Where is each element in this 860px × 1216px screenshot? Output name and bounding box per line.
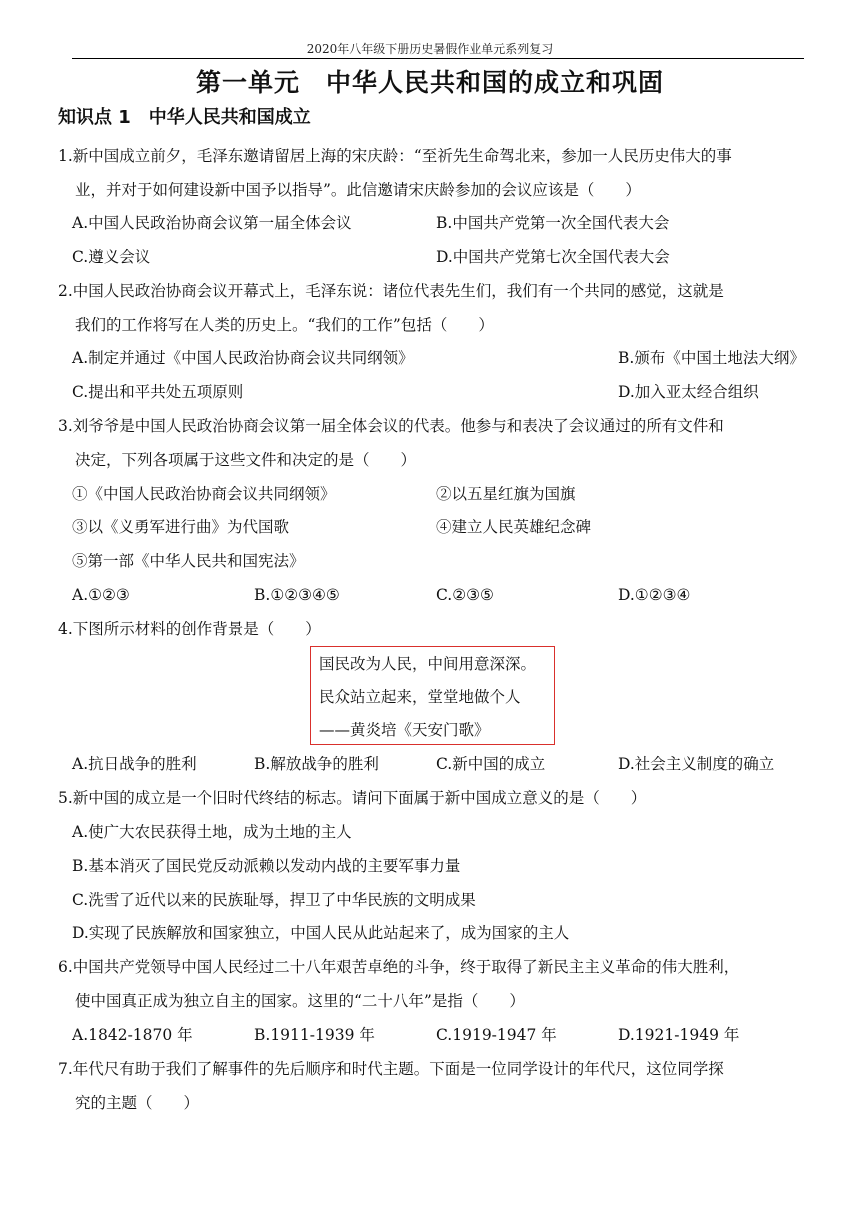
q1-option-b: B.中国共产党第一次全国代表大会 xyxy=(436,214,670,232)
q3-item-2: ②以五星红旗为国旗 xyxy=(436,485,576,503)
q1-stem-line1: 1.新中国成立前夕，毛泽东邀请留居上海的宋庆龄：“至祈先生命驾北来，参加一人民历史伟大的事 xyxy=(58,147,732,165)
q6-option-b: B.1911-1939 年 xyxy=(254,1026,375,1044)
q1-stem-line2: 业，并对于如何建设新中国予以指导”。此信邀请宋庆龄参加的会议应该是（ ） xyxy=(75,181,641,199)
poem-line-1: 国民改为人民，中间用意深深。 xyxy=(319,655,537,673)
q3-item-4: ④建立人民英雄纪念碑 xyxy=(436,518,592,536)
q3-stem-line1: 3.刘爷爷是中国人民政治协商会议第一届全体会议的代表。他参与和表决了会议通过的所有文件和 xyxy=(58,417,724,435)
q6-option-d: D.1921-1949 年 xyxy=(618,1026,740,1044)
q1-option-c: C.遵义会议 xyxy=(72,248,151,266)
q3-item-5: ⑤第一部《中华人民共和国宪法》 xyxy=(72,552,305,570)
q4-option-b: B.解放战争的胜利 xyxy=(254,755,379,773)
q5-option-a: A.使广大农民获得土地，成为土地的主人 xyxy=(72,823,352,841)
page-header: 2020年八年级下册历史暑假作业单元系列复习 xyxy=(306,42,554,56)
q4-option-c: C.新中国的成立 xyxy=(436,755,546,773)
q4-option-d: D.社会主义制度的确立 xyxy=(618,755,775,773)
q1-option-d: D.中国共产党第七次全国代表大会 xyxy=(436,248,670,266)
q6-stem-line2: 使中国真正成为独立自主的国家。这里的“二十八年”是指（ ） xyxy=(75,992,525,1010)
poem-box xyxy=(310,646,555,745)
q3-option-c: C.②③⑤ xyxy=(436,586,494,604)
q5-option-b: B.基本消灭了国民党反动派赖以发动内战的主要军事力量 xyxy=(72,857,461,875)
section-heading: 知识点 1 中华人民共和国成立 xyxy=(58,107,311,128)
q7-stem-line1: 7.年代尺有助于我们了解事件的先后顺序和时代主题。下面是一位同学设计的年代尺，这位同学探 xyxy=(58,1060,724,1078)
q2-stem-line1: 2.中国人民政治协商会议开幕式上，毛泽东说：诸位代表先生们，我们有一个共同的感觉，这就是 xyxy=(58,282,724,300)
q5-option-c: C.洗雪了近代以来的民族耻辱，捍卫了中华民族的文明成果 xyxy=(72,891,476,909)
header-divider xyxy=(72,58,804,59)
q2-stem-line2: 我们的工作将写在人类的历史上。“我们的工作”包括（ ） xyxy=(75,316,494,334)
q7-stem-line2: 究的主题（ ） xyxy=(75,1094,200,1112)
poem-line-2: 民众站立起来，堂堂地做个人 xyxy=(319,688,521,706)
q3-item-3: ③以《义勇军进行曲》为代国歌 xyxy=(72,518,290,536)
q6-stem-line1: 6.中国共产党领导中国人民经过二十八年艰苦卓绝的斗争，终于取得了新民主主义革命的伟大胜利， xyxy=(58,958,740,976)
q3-option-a: A.①②③ xyxy=(72,586,130,604)
q6-option-a: A.1842-1870 年 xyxy=(72,1026,193,1044)
q3-option-b: B.①②③④⑤ xyxy=(254,586,340,604)
q3-stem-line2: 决定，下列各项属于这些文件和决定的是（ ） xyxy=(75,451,417,469)
q3-option-d: D.①②③④ xyxy=(618,586,691,604)
q1-option-a: A.中国人民政治协商会议第一届全体会议 xyxy=(72,214,352,232)
q2-option-d: D.加入亚太经合组织 xyxy=(618,383,759,401)
unit-title: 第一单元 中华人民共和国的成立和巩固 xyxy=(195,68,664,97)
q6-option-c: C.1919-1947 年 xyxy=(436,1026,557,1044)
q4-stem: 4.下图所示材料的创作背景是（ ） xyxy=(58,620,321,638)
q2-option-a: A.制定并通过《中国人民政治协商会议共同纲领》 xyxy=(72,349,414,367)
poem-attribution: ——黄炎培《天安门歌》 xyxy=(319,721,490,739)
q5-option-d: D.实现了民族解放和国家独立，中国人民从此站起来了，成为国家的主人 xyxy=(72,924,570,942)
q2-option-b: B.颁布《中国土地法大纲》 xyxy=(618,349,805,367)
q4-option-a: A.抗日战争的胜利 xyxy=(72,755,197,773)
q3-item-1: ①《中国人民政治协商会议共同纲领》 xyxy=(72,485,336,503)
q2-option-c: C.提出和平共处五项原则 xyxy=(72,383,244,401)
q5-stem: 5.新中国的成立是一个旧时代终结的标志。请问下面属于新中国成立意义的是（ ） xyxy=(58,789,647,807)
